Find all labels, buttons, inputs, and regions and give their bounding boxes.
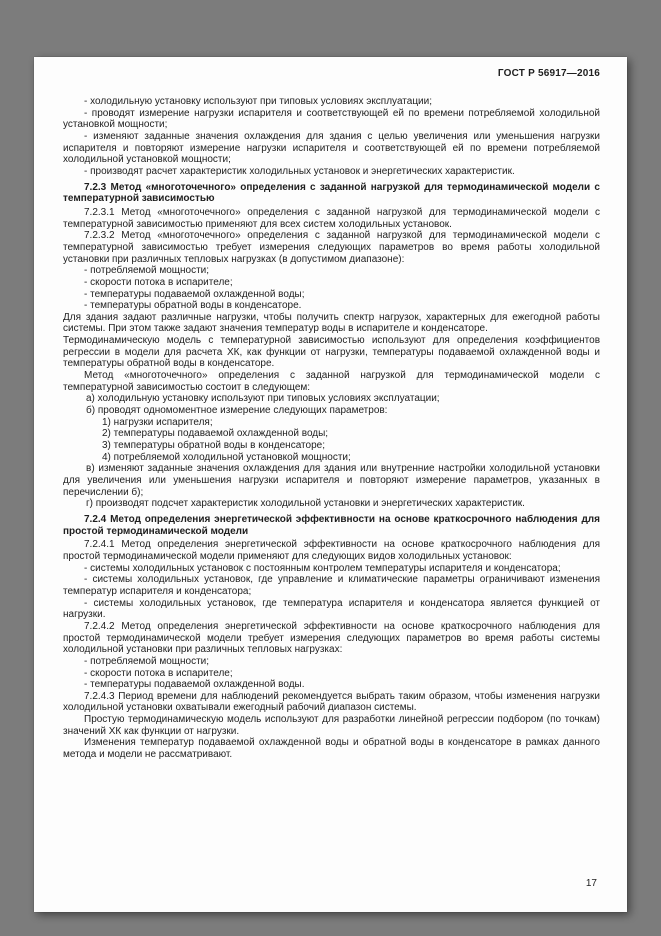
page-number: 17 xyxy=(585,878,597,889)
list-item: - потребляемой мощности; xyxy=(84,655,210,667)
list-item: - системы холодильных установок, где температура испарителя и конденсатора является функцией от нагрузки. xyxy=(63,597,600,621)
paragraph: Изменения температур подаваемой охлажденной воды и обратной воды в конденсаторе в рамках данного метода и модели не рассматривают. xyxy=(63,737,600,761)
list-item: - температуры подаваемой охлажденной воды. xyxy=(84,679,305,691)
list-item: 1) нагрузки испарителя; xyxy=(102,416,213,428)
list-item: в) изменяют заданные значения охлаждения для здания или внутренние настройки холодильной установки для увеличения или уменьшения нагрузки испарителя и повторяют измерение параметров, указанных в перечислении б); xyxy=(63,463,600,498)
paragraph: Простую термодинамическую модель используют для разработки линейной регрессии подбором (по точкам) значений ХК как функции от нагрузки. xyxy=(63,714,600,737)
list-item: а) холодильную установку используют при типовых условиях эксплуатации; xyxy=(86,393,440,405)
list-item: 2) температуры подаваемой охлажденной воды; xyxy=(102,428,329,440)
list-item: - проводят измерение нагрузки испарителя и соответствующей ей по времени потребляемой холодильной установкой мощности; xyxy=(63,107,600,131)
list-item: - системы холодильных установок, где управление и климатические параметры ограничивают изменения температур испарителя и конденсатора; xyxy=(63,574,600,597)
paragraph: 7.2.3.2 Метод «многоточечного» определения с заданной нагрузкой для термодинамической модели с температурной зависимостью требует измерения следующих параметров во время работы холодильной установки при различных тепловых нагрузках (в допустимом диапазоне): xyxy=(63,230,600,265)
paragraph: Метод «многоточечного» определения с заданной нагрузкой для термодинамической модели с температурной зависимостью состоит в следующем: xyxy=(63,370,600,393)
list-item: - скорости потока в испарителе; xyxy=(84,667,233,679)
document-page xyxy=(34,57,627,912)
list-item: - изменяют заданные значения охлаждения для здания с целью увеличения или уменьшения нагрузки испарителя и повторяют измерение нагрузки испарителя и соответствующей ей по времени потребляемой холодильной установкой мощности; xyxy=(63,130,600,166)
list-item: - температуры обратной воды в конденсаторе. xyxy=(84,300,302,312)
list-item: - холодильную установку используют при типовых условиях эксплуатации; xyxy=(84,96,432,107)
list-item: - потребляемой мощности; xyxy=(84,265,210,277)
section-heading: 7.2.4 Метод определения энергетической эффективности на основе краткосрочного наблюдения для простой термодинамической модели xyxy=(63,513,600,537)
paragraph: 7.2.3.1 Метод «многоточечного» определения с заданной нагрузкой для термодинамической модели с температурной зависимостью применяют для всех систем холодильных установок. xyxy=(63,206,600,230)
document-standard-number: ГОСТ Р 56917—2016 xyxy=(497,68,600,79)
list-item: 3) температуры обратной воды в конденсаторе; xyxy=(102,440,325,452)
paragraph: Термодинамическую модель с температурной зависимостью используют для определения коэффициентов регрессии в модели для расчета ХК, как функции от нагрузки, температуры подаваемой охлажденной воды и температуры обратной воды в конденсаторе. xyxy=(63,335,600,370)
list-item: - температуры подаваемой охлажденной воды; xyxy=(84,288,305,300)
paragraph: 7.2.4.3 Период времени для наблюдений рекомендуется выбрать таким образом, чтобы изменения нагрузки холодильной установки охватывали ежегодный рабочий диапазон системы. xyxy=(63,690,600,714)
paragraph: 7.2.4.2 Метод определения энергетической эффективности на основе краткосрочного наблюдения для простой термодинамической модели требует измерения следующих параметров во время работы системы холодильной установки при различных тепловых нагрузках: xyxy=(63,620,600,656)
section-heading: 7.2.3 Метод «многоточечного» определения с заданной нагрузкой для термодинамической модели с температурной зависимостью xyxy=(63,181,600,205)
list-item: г) производят подсчет характеристик холодильной установки и энергетических характеристик. xyxy=(86,498,525,510)
list-item: - скорости потока в испарителе; xyxy=(84,276,233,288)
paragraph: Для здания задают различные нагрузки, чтобы получить спектр нагрузок, характерных для ежегодной работы системы. При этом также задают значения температур воды в испарителе и конденсаторе. xyxy=(63,311,600,335)
list-item: - производят расчет характеристик холодильных установок и энергетических характеристик. xyxy=(84,165,515,177)
paragraph: 7.2.4.1 Метод определения энергетической эффективности на основе краткосрочного наблюдения для простой термодинамической модели применяют для следующих видов холодильных установок: xyxy=(63,539,600,562)
list-item: б) проводят одномоментное измерение следующих параметров: xyxy=(86,405,388,417)
list-item: 4) потребляемой холодильной установкой мощности; xyxy=(102,451,351,463)
document-content xyxy=(63,96,600,761)
list-item: - системы холодильных установок с постоянным контролем температуры испарителя и конденсатора; xyxy=(84,562,561,574)
